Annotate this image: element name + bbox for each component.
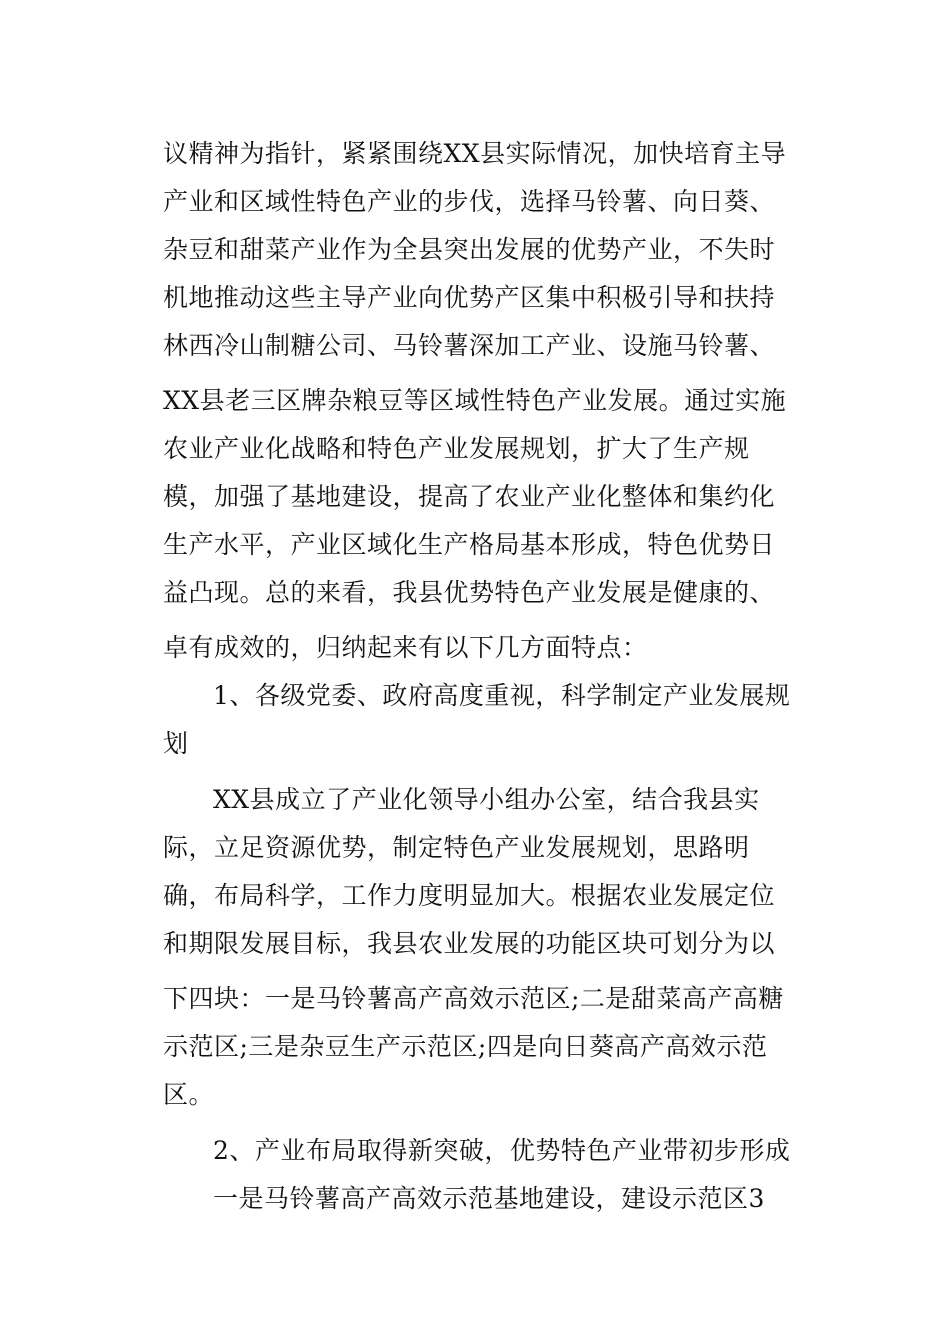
text-line: 机地推动这些主导产业向优势产区集中积极引导和扶持 xyxy=(163,283,776,312)
section-heading-1-cont: 划 xyxy=(163,729,189,758)
paragraph-start: 一是马铃薯高产高效示范基地建设，建设示范区3 xyxy=(213,1184,765,1213)
text-line: 林西冷山制糖公司、马铃薯深加工产业、设施马铃薯、 xyxy=(163,331,776,360)
section-heading-1: 1、各级党委、政府高度重视，科学制定产业发展规 xyxy=(213,681,791,710)
text-line: 确，布局科学，工作力度明显加大。根据农业发展定位 xyxy=(163,881,776,910)
text-line: 和期限发展目标，我县农业发展的功能区块可划分为以 xyxy=(163,929,776,958)
section-heading-2: 2、产业布局取得新突破，优势特色产业带初步形成 xyxy=(213,1136,791,1165)
text-line: 区。 xyxy=(163,1080,215,1109)
text-line: 农业产业化战略和特色产业发展规划，扩大了生产规 xyxy=(163,434,750,463)
text-line: 生产水平，产业区域化生产格局基本形成，特色优势日 xyxy=(163,530,776,559)
text-line: 杂豆和甜菜产业作为全县突出发展的优势产业，不失时 xyxy=(163,235,776,264)
text-line: 模，加强了基地建设，提高了农业产业化整体和集约化 xyxy=(163,482,776,511)
paragraph-start: XX县成立了产业化领导小组办公室，结合我县实 xyxy=(213,785,760,814)
text-line: 卓有成效的，归纳起来有以下几方面特点： xyxy=(163,633,648,662)
text-line: 示范区;三是杂豆生产示范区;四是向日葵高产高效示范 xyxy=(163,1032,768,1061)
text-line: 际，立足资源优势，制定特色产业发展规划，思路明 xyxy=(163,833,750,862)
text-line: 益凸现。总的来看，我县优势特色产业发展是健康的、 xyxy=(163,578,776,607)
text-line: 议精神为指针，紧紧围绕XX县实际情况，加快培育主导 xyxy=(163,139,787,168)
text-line: 产业和区域性特色产业的步伐，选择马铃薯、向日葵、 xyxy=(163,187,776,216)
text-line: XX县老三区牌杂粮豆等区域性特色产业发展。通过实施 xyxy=(163,386,787,415)
text-line: 下四块：一是马铃薯高产高效示范区;二是甜菜高产高糖 xyxy=(163,984,784,1013)
